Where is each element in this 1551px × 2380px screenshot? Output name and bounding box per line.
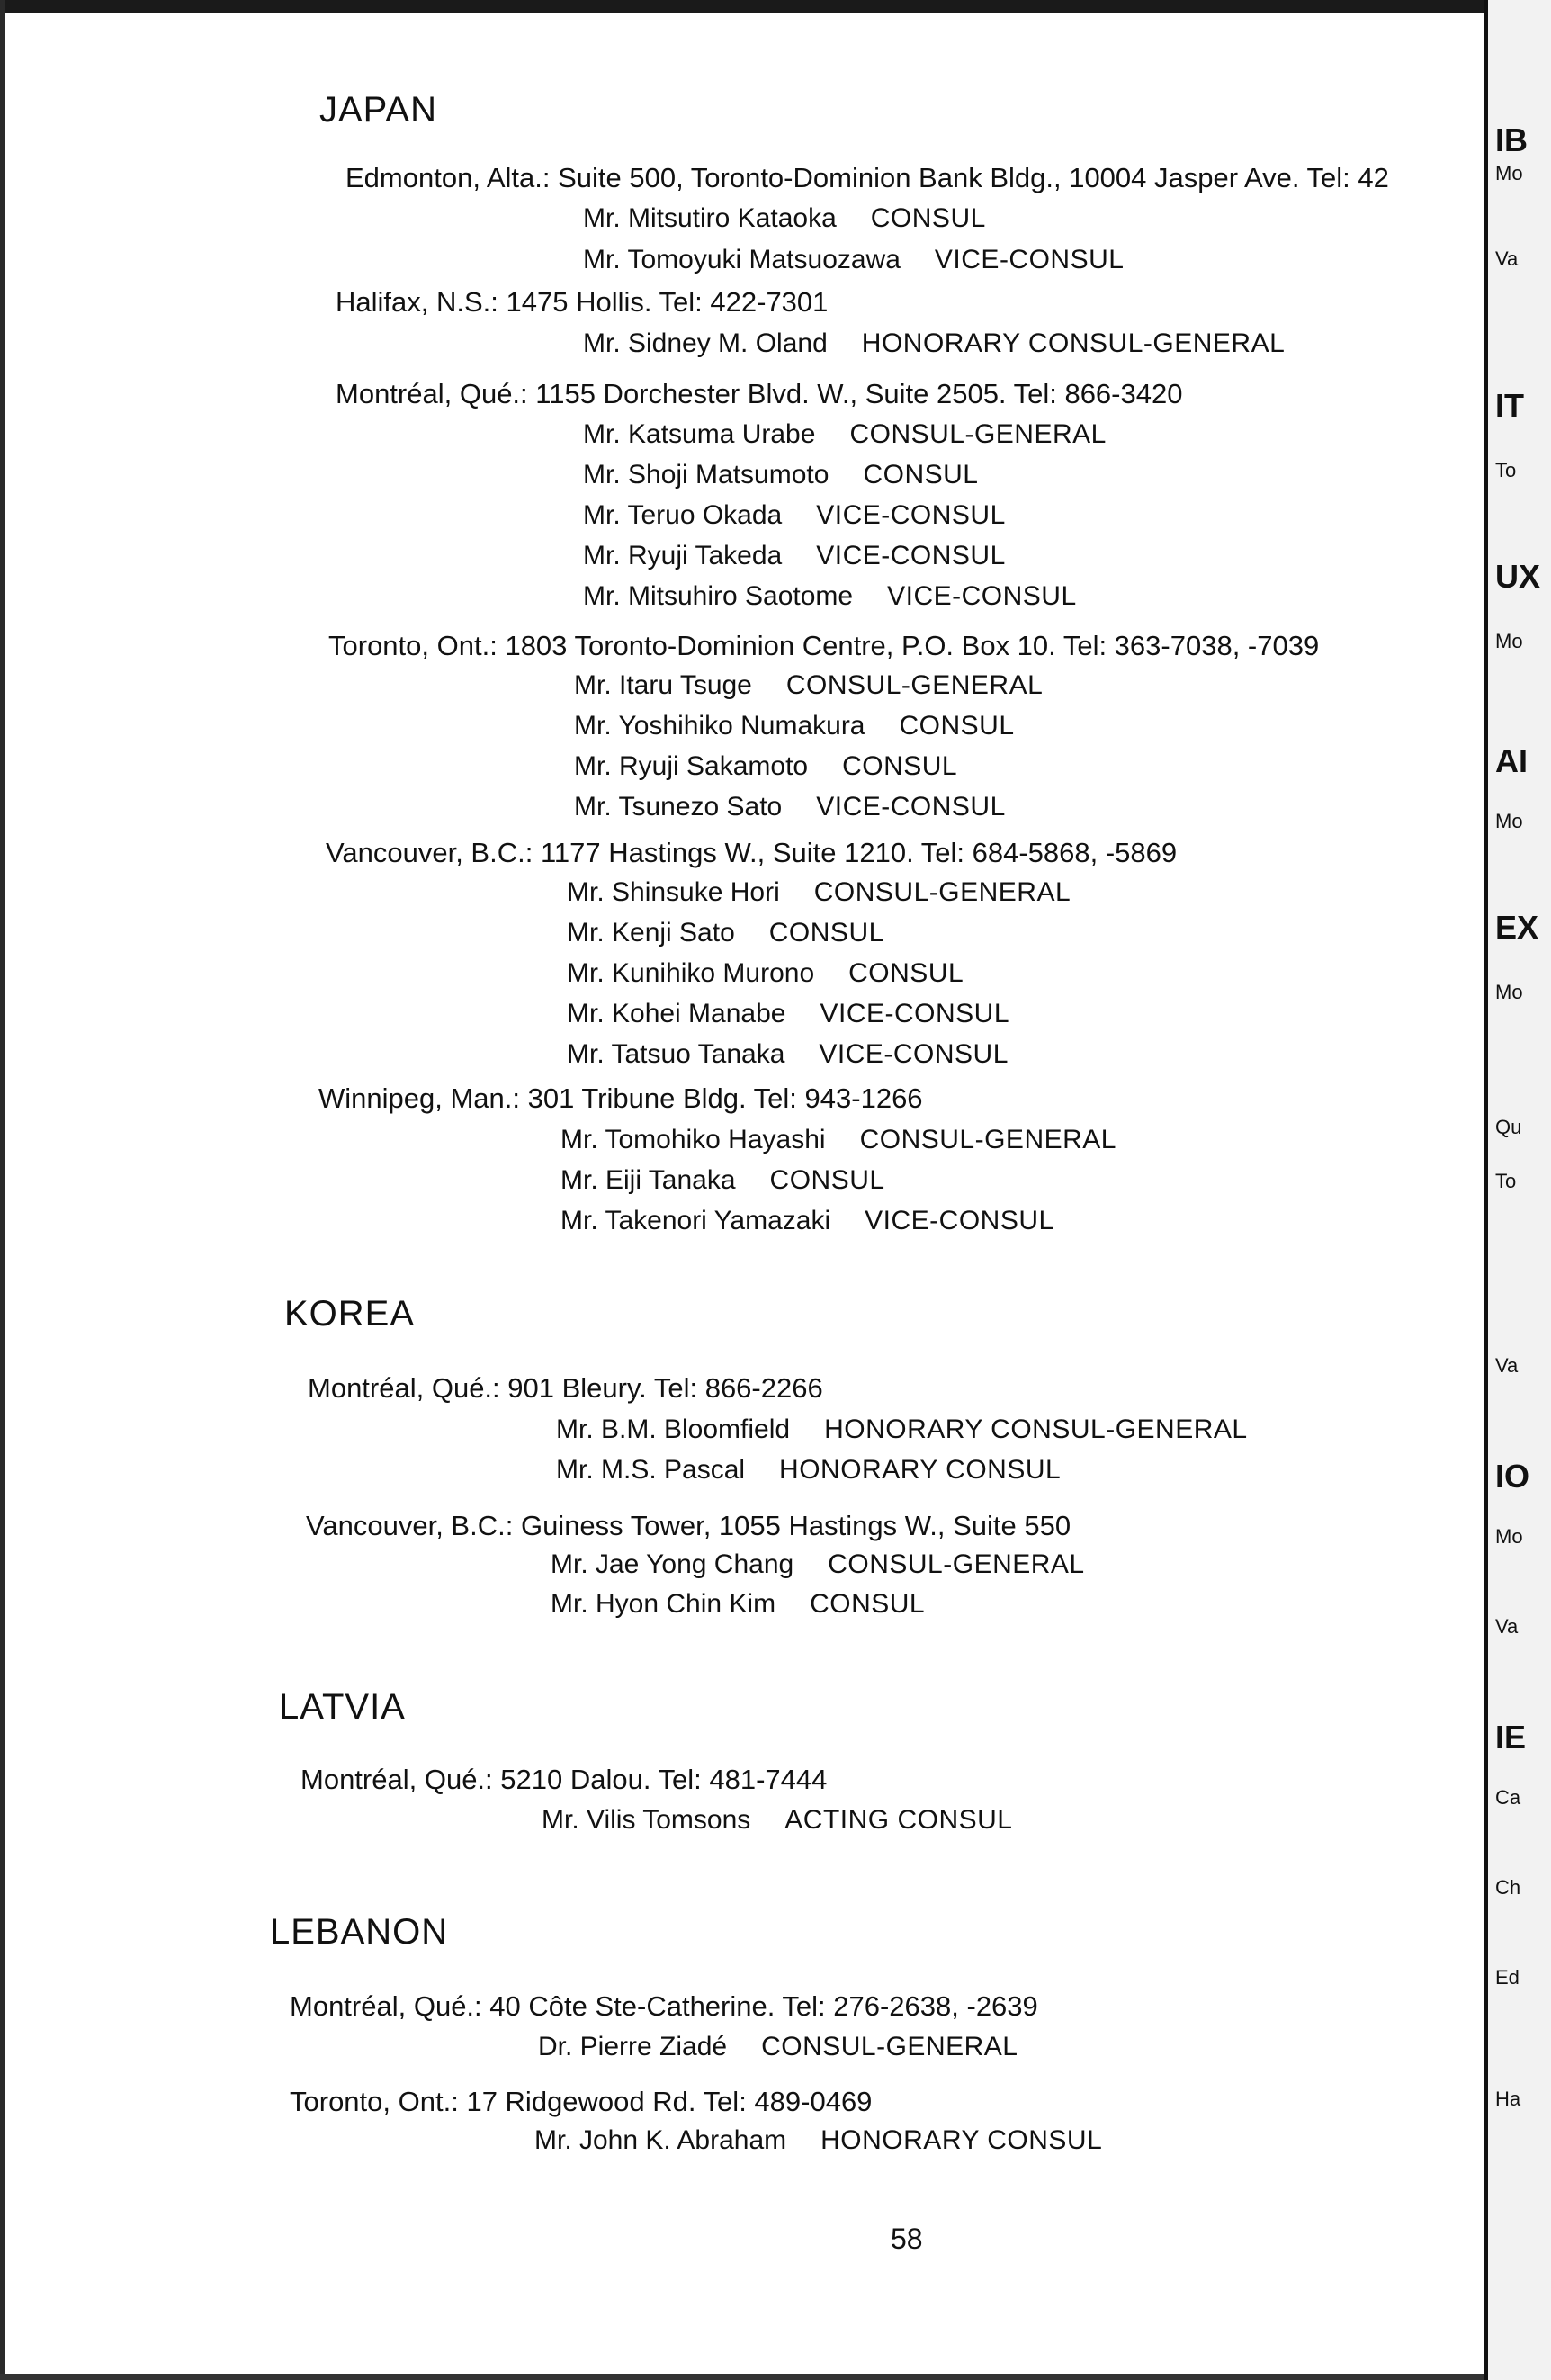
- officer-name: Mr. Sidney M. Oland: [583, 328, 828, 358]
- country-heading-japan: JAPAN: [319, 90, 437, 130]
- consular-officer: [583, 460, 978, 490]
- office-address: 901 Bleury. Tel: 866-2266: [507, 1372, 823, 1404]
- office-city: Toronto, Ont.:: [328, 630, 498, 661]
- office-address: Suite 500, Toronto-Dominion Bank Bldg., 10004 Jasper Ave. Tel: 42: [558, 162, 1389, 193]
- consular-officer: [574, 792, 1006, 822]
- officer-name: Mr. Shoji Matsumoto: [583, 460, 829, 489]
- officer-title: VICE-CONSUL: [816, 541, 1006, 570]
- next-page-fragment: UX: [1495, 558, 1541, 595]
- office-line: [290, 1990, 1038, 2023]
- next-page-fragment: Va: [1495, 247, 1519, 270]
- office-line: [318, 1082, 923, 1115]
- country-heading-latvia: LATVIA: [279, 1687, 406, 1727]
- officer-name: Mr. Tsunezo Sato: [574, 792, 783, 822]
- office-address: 1475 Hollis. Tel: 422-7301: [506, 286, 829, 318]
- office-address: 301 Tribune Bldg. Tel: 943-1266: [527, 1082, 923, 1114]
- officer-name: Mr. Mitsuhiro Saotome: [583, 581, 854, 611]
- office-city: Edmonton, Alta.:: [345, 162, 551, 193]
- next-page-fragment: Ch: [1495, 1876, 1521, 1899]
- next-page-fragment: IO: [1495, 1458, 1530, 1495]
- officer-name: Mr. Kohei Manabe: [567, 999, 786, 1028]
- office-address: 40 Côte Ste-Catherine. Tel: 276-2638, -2639: [489, 1990, 1038, 2022]
- officer-title: CONSUL: [863, 460, 979, 489]
- consular-officer: [560, 1125, 1116, 1155]
- officer-name: Mr. John K. Abraham: [534, 2125, 787, 2155]
- next-page-fragment: Mo: [1495, 810, 1523, 832]
- officer-title: VICE-CONSUL: [865, 1206, 1054, 1235]
- next-page-fragment: Va: [1495, 1354, 1519, 1377]
- next-page-fragment: IE: [1495, 1719, 1527, 1756]
- officer-name: Mr. Katsuma Urabe: [583, 419, 816, 449]
- office-line: [306, 1510, 1071, 1542]
- officer-name: Mr. Tomoyuki Matsuozawa: [583, 245, 901, 274]
- officer-name: Mr. Itaru Tsuge: [574, 670, 752, 700]
- country-heading-lebanon: LEBANON: [270, 1912, 449, 1952]
- officer-title: CONSUL-GENERAL: [785, 670, 1044, 700]
- officer-name: Mr. Yoshihiko Numakura: [574, 711, 865, 741]
- office-city: Vancouver, B.C.:: [326, 837, 533, 868]
- office-line: [345, 162, 1389, 194]
- officer-title: VICE-CONSUL: [887, 581, 1077, 611]
- office-line: [300, 1764, 827, 1796]
- officer-title: CONSUL: [810, 1589, 926, 1619]
- officer-name: Mr. Kenji Sato: [567, 918, 735, 948]
- consular-officer: [560, 1165, 885, 1196]
- officer-title: VICE-CONSUL: [816, 792, 1006, 822]
- officer-title: HONORARY CONSUL: [820, 2125, 1103, 2155]
- office-city: Toronto, Ont.:: [290, 2086, 459, 2117]
- officer-name: Mr. Hyon Chin Kim: [551, 1589, 776, 1619]
- next-page-fragment: Mo: [1495, 630, 1523, 652]
- consular-officer: [556, 1415, 1248, 1445]
- officer-name: Mr. Tomohiko Hayashi: [560, 1125, 826, 1154]
- officer-title: VICE-CONSUL: [820, 999, 1010, 1028]
- officer-title: HONORARY CONSUL-GENERAL: [824, 1415, 1248, 1444]
- consular-officer: [534, 2125, 1102, 2156]
- office-address: 1155 Dorchester Blvd. W., Suite 2505. Tel: 866-3420: [535, 378, 1183, 409]
- next-page-fragment: To: [1495, 459, 1517, 481]
- consular-officer: [551, 1589, 925, 1620]
- office-line: [328, 630, 1319, 662]
- office-line: [326, 837, 1177, 869]
- officer-title: VICE-CONSUL: [816, 500, 1006, 530]
- officer-name: Mr. Takenori Yamazaki: [560, 1206, 831, 1235]
- page-number: 58: [891, 2223, 923, 2255]
- next-page-edge: [1484, 0, 1551, 2380]
- consular-officer: [583, 245, 1124, 275]
- next-page-fragment: Mo: [1495, 1525, 1523, 1548]
- officer-name: Mr. Ryuji Sakamoto: [574, 751, 809, 781]
- next-page-fragment: Ed: [1495, 1966, 1520, 1989]
- office-address: 17 Ridgewood Rd. Tel: 489-0469: [466, 2086, 873, 2117]
- consular-officer: [574, 670, 1043, 701]
- consular-officer: [574, 711, 1015, 741]
- consular-officer: [583, 328, 1285, 359]
- next-page-fragment: Ca: [1495, 1786, 1521, 1809]
- consular-officer: [583, 203, 986, 234]
- officer-name: Mr. Eiji Tanaka: [560, 1165, 736, 1195]
- officer-name: Dr. Pierre Ziadé: [538, 2032, 728, 2061]
- officer-name: Mr. Mitsutiro Kataoka: [583, 203, 837, 233]
- consular-officer: [556, 1455, 1061, 1486]
- office-address: 1803 Toronto-Dominion Centre, P.O. Box 10. Tel: 363-7038, -7039: [505, 630, 1320, 661]
- consular-officer: [551, 1549, 1085, 1580]
- next-page-fragment: Ha: [1495, 2088, 1521, 2110]
- officer-title: CONSUL-GENERAL: [813, 877, 1071, 907]
- consular-officer: [567, 958, 964, 989]
- office-city: Montréal, Qué.:: [336, 378, 528, 409]
- office-city: Winnipeg, Man.:: [318, 1082, 520, 1114]
- next-page-fragment: IB: [1495, 121, 1528, 158]
- officer-title: CONSUL: [899, 711, 1015, 741]
- next-page-fragment: Va: [1495, 1615, 1519, 1638]
- office-city: Vancouver, B.C.:: [306, 1510, 514, 1541]
- consular-officer: [567, 1039, 1009, 1070]
- consular-officer: [567, 918, 884, 948]
- consular-officer: [542, 1805, 1013, 1836]
- officer-title: CONSUL: [768, 918, 884, 948]
- next-page-fragment: To: [1495, 1170, 1517, 1192]
- officer-title: HONORARY CONSUL-GENERAL: [861, 328, 1286, 358]
- officer-title: CONSUL: [842, 751, 958, 781]
- next-page-fragment: AI: [1495, 742, 1528, 779]
- consular-officer: [574, 751, 957, 782]
- next-page-fragment: EX: [1495, 909, 1539, 946]
- consular-officer: [560, 1206, 1054, 1236]
- next-page-fragment: Qu: [1495, 1116, 1522, 1138]
- officer-title: CONSUL-GENERAL: [849, 419, 1107, 449]
- officer-name: Mr. Tatsuo Tanaka: [567, 1039, 785, 1069]
- office-city: Montréal, Qué.:: [290, 1990, 482, 2022]
- officer-name: Mr. Teruo Okada: [583, 500, 783, 530]
- officer-name: Mr. M.S. Pascal: [556, 1455, 746, 1485]
- next-page-fragment: IT: [1495, 387, 1524, 424]
- officer-title: ACTING CONSUL: [784, 1805, 1013, 1835]
- office-city: Montréal, Qué.:: [300, 1764, 493, 1795]
- consular-officer: [583, 541, 1006, 571]
- officer-name: Mr. Shinsuke Hori: [567, 877, 780, 907]
- officer-title: CONSUL: [769, 1165, 885, 1195]
- officer-title: VICE-CONSUL: [934, 245, 1125, 274]
- officer-name: Mr. Ryuji Takeda: [583, 541, 783, 570]
- next-page-fragment: Mo: [1495, 162, 1523, 184]
- officer-title: CONSUL-GENERAL: [761, 2032, 1018, 2061]
- office-line: [308, 1372, 823, 1405]
- office-line: [290, 2086, 872, 2118]
- consular-officer: [567, 877, 1071, 908]
- officer-name: Mr. Kunihiko Murono: [567, 958, 815, 988]
- officer-title: VICE-CONSUL: [819, 1039, 1009, 1069]
- next-page-fragment: Mo: [1495, 981, 1523, 1003]
- officer-name: Mr. B.M. Bloomfield: [556, 1415, 791, 1444]
- officer-name: Mr. Jae Yong Chang: [551, 1549, 794, 1579]
- office-line: [336, 378, 1182, 410]
- country-heading-korea: KOREA: [284, 1294, 416, 1334]
- officer-title: CONSUL: [870, 203, 986, 233]
- consular-officer: [583, 581, 1077, 612]
- officer-title: CONSUL-GENERAL: [859, 1125, 1116, 1154]
- consular-officer: [583, 419, 1107, 450]
- officer-title: CONSUL: [848, 958, 964, 988]
- consular-officer: [567, 999, 1009, 1029]
- office-address: Guiness Tower, 1055 Hastings W., Suite 550: [520, 1510, 1071, 1541]
- officer-name: Mr. Vilis Tomsons: [542, 1805, 751, 1835]
- office-address: 1177 Hastings W., Suite 1210. Tel: 684-5868, -5869: [540, 837, 1178, 868]
- consular-officer: [538, 2032, 1018, 2062]
- officer-title: HONORARY CONSUL: [779, 1455, 1062, 1485]
- office-address: 5210 Dalou. Tel: 481-7444: [500, 1764, 828, 1795]
- office-city: Montréal, Qué.:: [308, 1372, 500, 1404]
- office-city: Halifax, N.S.:: [336, 286, 498, 318]
- office-line: [336, 286, 828, 319]
- consular-officer: [583, 500, 1006, 531]
- officer-title: CONSUL-GENERAL: [828, 1549, 1085, 1579]
